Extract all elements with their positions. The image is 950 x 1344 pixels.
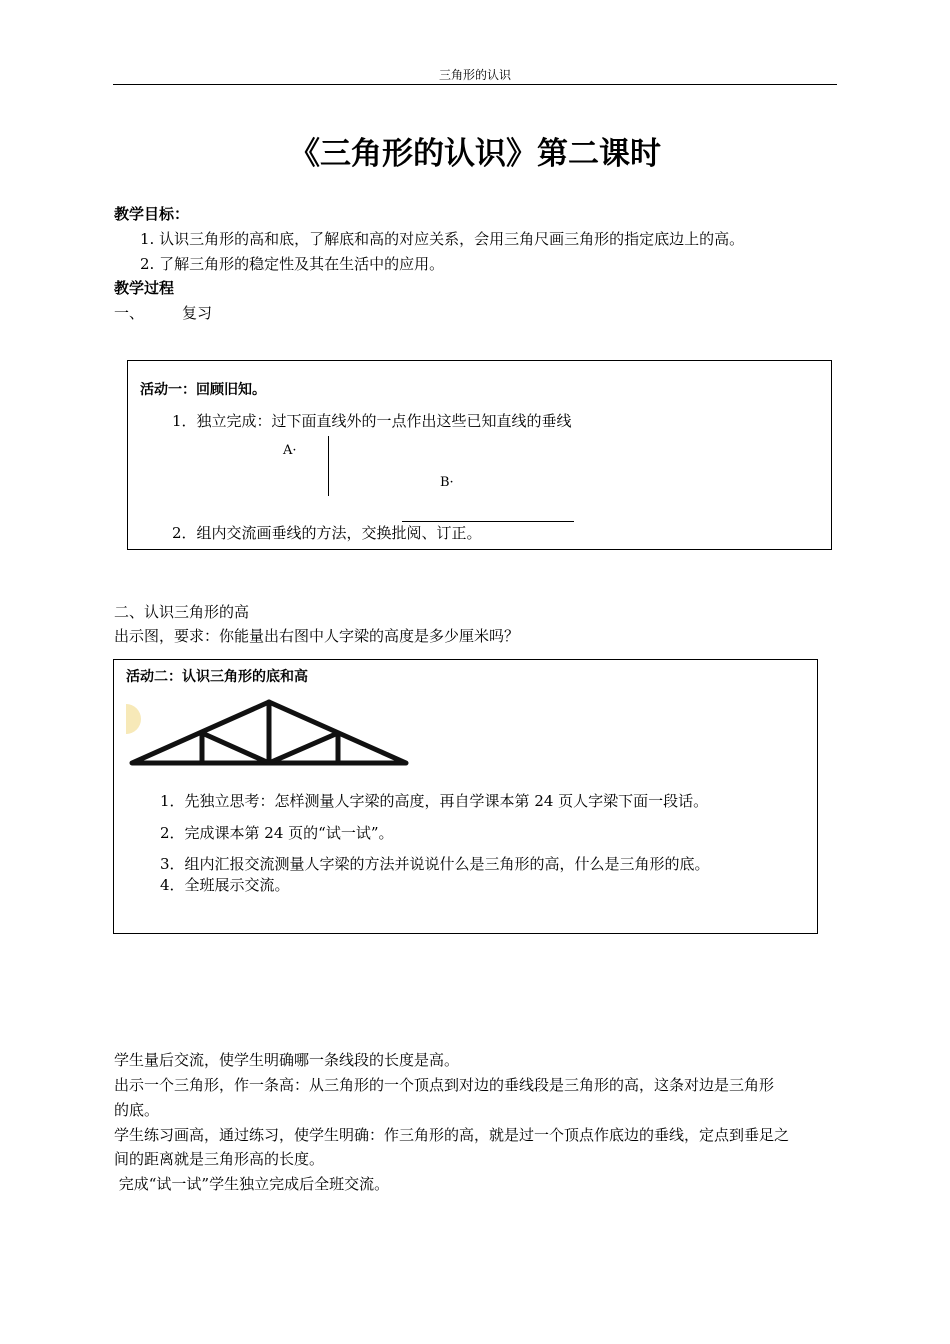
- point-b-label: B·: [440, 475, 454, 490]
- running-header: 三角形的认识: [438, 68, 511, 82]
- process-heading: 教学过程: [114, 279, 175, 297]
- section1-number: 一、: [114, 304, 145, 322]
- activity2-item-1: 1．先独立思考：怎样测量人字梁的高度，再自学课本第 24 页人字梁下面一段话。: [160, 792, 709, 810]
- objectives-heading: 教学目标：: [114, 205, 190, 223]
- section2-prompt: 出示图，要求：你能量出右图中人字梁的高度是多少厘米吗？: [114, 627, 520, 645]
- paragraph-3-line1: 学生练习画高，通过练习，使学生明确：作三角形的高，就是过一个顶点作底边的垂线，定点到垂足之: [114, 1126, 790, 1144]
- activity1-item2: 2．组内交流画垂线的方法，交换批阅、订正。: [172, 524, 482, 542]
- header-rule: [113, 84, 837, 85]
- paragraph-3-line2: 间的距离就是三角形高的长度。: [114, 1150, 325, 1168]
- vertical-given-line: [328, 436, 329, 496]
- paragraph-2-line1: 出示一个三角形，作一条高：从三角形的一个顶点到对边的垂线段是三角形的高，这条对边是三角形: [114, 1076, 775, 1094]
- section1-label: 复习: [182, 304, 213, 322]
- sun-icon: [126, 704, 141, 734]
- objective-item-1: 1. 认识三角形的高和底，了解底和高的对应关系，会用三角尺画三角形的指定底边上的高。: [140, 230, 745, 248]
- paragraph-1: 学生量后交流，使学生明确哪一条线段的长度是高。: [114, 1051, 460, 1069]
- section2-heading: 二、认识三角形的高: [114, 603, 250, 621]
- truss-left-brace: [202, 733, 269, 763]
- activity2-item-3: 3．组内汇报交流测量人字梁的方法并说说什么是三角形的高，什么是三角形的底。: [160, 855, 710, 873]
- paragraph-2-line2: 的底。: [114, 1101, 160, 1119]
- paragraph-4: 完成“试一试”学生独立完成后全班交流。: [114, 1175, 390, 1193]
- activity2-title: 活动二：认识三角形的底和高: [126, 669, 308, 685]
- truss-right-brace: [269, 733, 338, 763]
- page-title: 《三角形的认识》第二课时: [289, 136, 661, 172]
- objective-item-2: 2. 了解三角形的稳定性及其在生活中的应用。: [140, 255, 445, 273]
- roof-truss-diagram: [124, 696, 414, 770]
- point-a-label: A·: [283, 443, 297, 458]
- activity2-item-2: 2．完成课本第 24 页的“试一试”。: [160, 824, 394, 842]
- activity2-item-4: 4．全班展示交流。: [160, 876, 290, 894]
- activity1-item1: 1．独立完成：过下面直线外的一点作出这些已知直线的垂线: [172, 412, 572, 430]
- activity1-title: 活动一：回顾旧知。: [140, 382, 266, 398]
